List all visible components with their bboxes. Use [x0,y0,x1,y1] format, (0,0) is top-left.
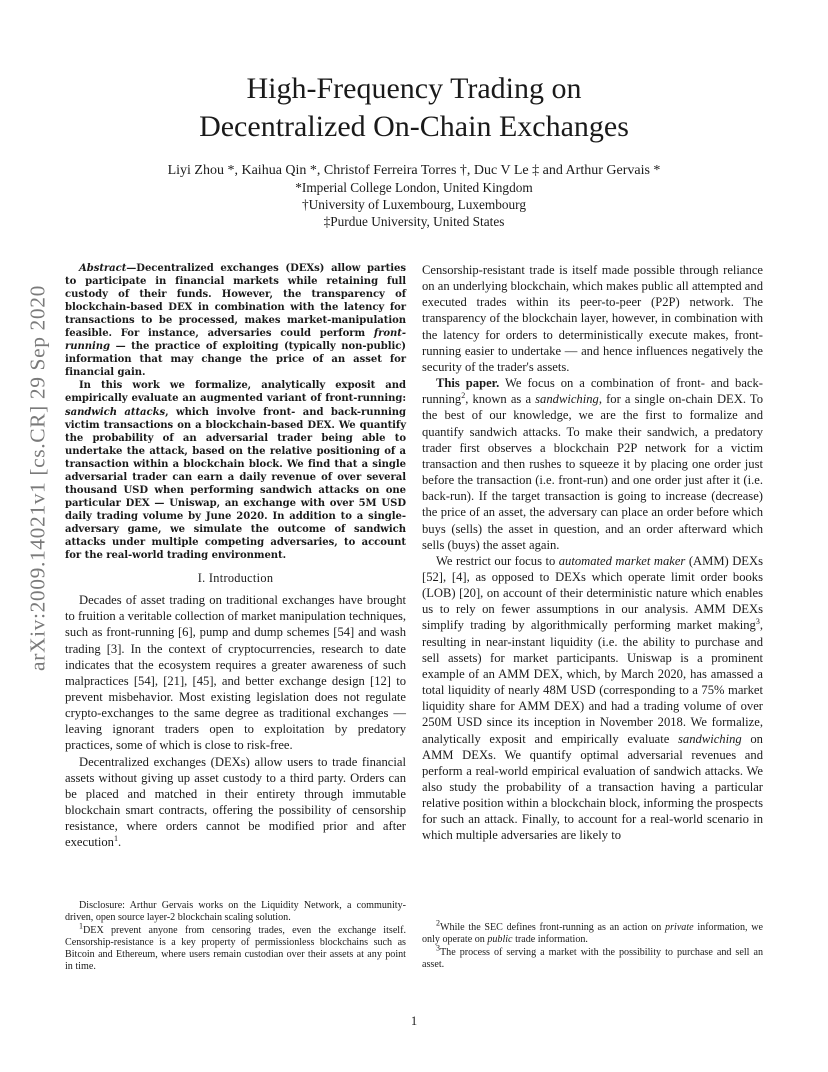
paper-title [0,70,828,146]
footnote-mark-1: 1 [113,834,118,844]
intro-paragraph-2: Decentralized exchanges (DEXs) allow users to trade financial assets without giving up asset custody to a third party. Orders can be placed and matched in their entirety through immutable blockchain smart contracts, offering the possibility of censorship resistance, where orders cannot be modified prior and after execution$^1$. [65,754,406,850]
title-line-1: High-Frequency Trading on [246,72,582,105]
right-column [422,262,763,844]
arxiv-stamp-text: arXiv:2009.14021v1 [cs.CR] 29 Sep 2020 [25,285,50,671]
abstract-paragraph-2: In this work we formalize, analytically exposit and empirically evaluate an augmented variant of front-running: sandwich attacks, which involve front- and back-running victim transactions on a blockchain-based DEX. We quantify the probability of an adversarial trader being able to undertake the attack, based on the relative positioning of a transaction within a blockchain block. We find that a single adversarial trader can earn a daily revenue of over several thousand USD when performing sandwich attacks on one particular DEX — Uniswap, an exchange with over 5M USD daily trading volume by June 2020. In addition to a single-adversary game, we simulate the outcome of sandwich attacks under multiple competing adversaries, to account for the real-world trading environment. [65,380,406,562]
right-paragraph-1: Censorship-resistant trade is itself made possible through reliance on an underlying blockchain, which makes public all attempted and executed trades within its peer-to-peer (P2P) network. The transparency of the blockchain layer, however, in combination with the latency for orders to deterministically execute makes, front-running easier to undertake — and hence influences negatively the security of the trader's assets. [422,263,763,374]
this-paper-label: This paper. [436,376,500,391]
left-column [65,262,406,851]
affiliation-1: *Imperial College London, United Kingdom [295,180,533,195]
arxiv-stamp [18,0,58,1072]
affiliation-2: †University of Luxembourg, Luxembourg [301,197,527,212]
intro-paragraph-1: Decades of asset trading on traditional exchanges have brought to fruition a veritable collection of market manipulation techniques, such as front-running [6], pump and dump schemes [54] and wash trading [3]. In the context of cryptocurrencies, research to date indicates that the ecosystem requires a greater awareness of such malpractices [54], [21], [45], and better exchange design [12] to prevent misbehavior. Most existing legislation does not regulate crypto-exchanges to the same degree as traditional exchanges — leaving ignorant traders open to exploitation by predatory practices, some of which is close to risk-free. [65,593,406,753]
author-list: Liyi Zhou *, Kaihua Qin *, Christof Ferreira Torres †, Duc V Le ‡ and Arthur Gervais * [167,163,661,178]
title-line-2: Decentralized On-Chain Exchanges [199,110,629,143]
author-block [0,162,828,230]
page-number: 1 [410,1014,418,1028]
disclosure-footnote: Disclosure: Arthur Gervais works on the Liquidity Network, a community-driven, open source layer-2 blockchain scaling solution. [65,900,406,924]
abstract-paragraph-1: Abstract—Decentralized exchanges (DEXs) allow parties to participate in financial markets while retaining full custody of their funds. However, the transparency of blockchain-based DEX in combination with the latency for transactions to be processed, makes market-manipulation feasible. For instance, adversaries could perform front-running — the practice of exploiting (typically non-public) information that may change the price of an asset for financial gain. [65,263,406,379]
right-paragraph-3: We restrict our focus to automated market maker (AMM) DEXs [52], [4], as opposed to DEXs which operate limit order books (LOB) [20], on account of their deterministic nature which enables us to rely on fewer assumptions in our analysis. AMM DEXs simplify trading by algorithmically performing market making$^3$, resulting in near-instant liquidity (i.e. the ability to purchase and sell assets) for market participants. Uniswap is a prominent example of an AMM DEX, which, by March 2020, has amassed a total liquidity of nearly 48M USD (corresponding to a 75% market liquidity share for AMM DEX) and had a trading volume of over 250M USD since its inception in November 2018. We formalize, analytically exposit and empirically evaluate sandwiching on AMM DEXs. We quantify optimal adversarial revenues and perform a real-world empirical evaluation of sandwich attacks. We also study the probability of a transaction having a particular relative position within a blockchain block, informing the prospects for such an attack. Finally, to account for a real-world scenario in which multiple adversaries are likely to [422,553,764,843]
section-heading-introduction: I. Introduction [197,571,274,586]
right-paragraph-2: This paper. We focus on a combination of front- and back-running$^2$, known as a sandwiching, for a single on-chain DEX. To the best of our knowledge, we are the first to formalize and quantify sandwich attacks. To make their sandwich, a predatory trader first observes a blockchain P2P network for a victim transaction and then rushes to squeeze it by placing one order just before the transaction (i.e. front-run) and one order just after it (i.e. back-run). If the target transaction is going to increase (decrease) the price of an asset, the adversary can place an order before which buys (sells) the asset in question, and an order afterward which sells (buys) the asset again. [422,376,763,552]
abstract-label: Abstract [79,263,127,274]
footnote-2: $^2$While the SEC defines front-running as an action on private information, we only operate on public trade information. [422,918,763,946]
affiliation-3: ‡Purdue University, United States [323,214,505,229]
footnote-3: $^3$The process of serving a market with the possibility to purchase and sell an asset. [422,943,763,970]
left-footnotes [65,900,406,974]
right-footnotes [422,918,763,971]
footnote-1: $^1$DEX prevent anyone from censoring trades, even the exchange itself. Censorship-resistance is a key property of permissionless blockchains such as Bitcoin and Ethereum, where users remain custodian over their assets at any point in time. [65,921,406,973]
